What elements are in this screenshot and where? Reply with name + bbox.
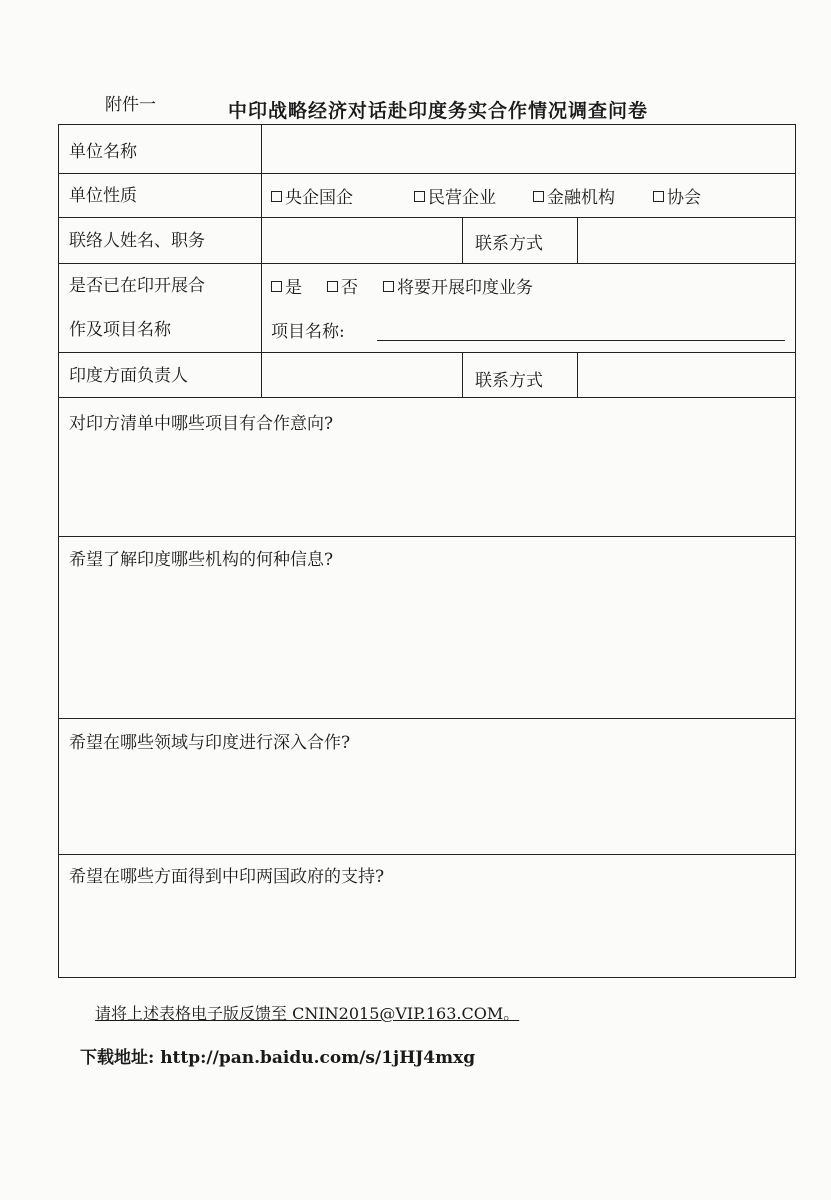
contact-label: 联络人姓名、职务 (69, 231, 205, 251)
question-4: 希望在哪些方面得到中印两国政府的支持? (69, 867, 385, 887)
checkbox-icon (271, 191, 282, 202)
survey-title: 中印战略经济对话赴印度务实合作情况调查问卷 (228, 100, 649, 122)
option-label: 将要开展印度业务 (397, 278, 533, 298)
row-divider (59, 536, 795, 537)
download-link[interactable]: 下载地址: http://pan.baidu.com/s/1jHJ4mxg (80, 1048, 476, 1068)
row-divider (59, 352, 795, 353)
contact-name-field[interactable] (265, 221, 458, 259)
answer-2-area[interactable] (65, 571, 789, 713)
checkbox-soe[interactable] (271, 183, 353, 208)
checkbox-icon (533, 191, 544, 202)
question-2: 希望了解印度哪些机构的何种信息? (69, 550, 334, 570)
row-divider (59, 397, 795, 398)
checkbox-icon (383, 281, 394, 292)
contact-method-label: 联系方式 (475, 234, 543, 254)
option-label: 金融机构 (547, 188, 615, 208)
row-divider (59, 173, 795, 174)
checkbox-yes[interactable] (271, 273, 302, 298)
checkbox-icon (271, 281, 282, 292)
option-label: 央企国企 (285, 188, 353, 208)
option-label: 协会 (667, 188, 701, 208)
project-name-label: 项目名称: (271, 322, 345, 342)
india-head-field[interactable] (265, 356, 458, 393)
row-divider (59, 718, 795, 719)
unit-name-label: 单位名称 (69, 142, 137, 162)
row-divider (59, 217, 795, 218)
column-divider (261, 125, 262, 397)
checkbox-private[interactable] (414, 183, 496, 208)
checkbox-association[interactable] (653, 183, 701, 208)
india-head-contact-label: 联系方式 (475, 371, 543, 391)
india-head-contact-field[interactable] (581, 356, 791, 393)
checkbox-finance[interactable] (533, 183, 615, 208)
option-label: 否 (341, 278, 358, 298)
attachment-label: 附件一 (105, 95, 156, 115)
checkbox-icon (414, 191, 425, 202)
unit-type-label: 单位性质 (69, 186, 137, 206)
column-divider (577, 217, 578, 263)
column-divider (462, 352, 463, 397)
column-divider (577, 352, 578, 397)
option-label: 是 (285, 278, 302, 298)
checkbox-icon (653, 191, 664, 202)
contact-method-field[interactable] (581, 221, 791, 259)
answer-3-area[interactable] (65, 753, 789, 849)
question-1: 对印方清单中哪些项目有合作意向? (69, 414, 334, 434)
checkbox-planned[interactable] (383, 273, 533, 298)
option-label: 民营企业 (428, 188, 496, 208)
survey-form (58, 124, 796, 978)
checkbox-icon (327, 281, 338, 292)
unit-name-field[interactable] (265, 129, 790, 169)
row-divider (59, 854, 795, 855)
india-business-label-line2: 作及项目名称 (69, 320, 171, 340)
project-name-line[interactable] (377, 340, 785, 341)
checkbox-no[interactable] (327, 273, 358, 298)
answer-1-area[interactable] (65, 433, 789, 531)
india-head-label: 印度方面负责人 (69, 366, 188, 386)
column-divider (462, 217, 463, 263)
row-divider (59, 263, 795, 264)
answer-4-area[interactable] (65, 887, 789, 973)
question-3: 希望在哪些领域与印度进行深入合作? (69, 733, 351, 753)
feedback-note: 请将上述表格电子版反馈至 CNIN2015@VIP.163.COM。 (95, 1004, 520, 1023)
india-business-label-line1: 是否已在印开展合 (69, 276, 205, 296)
